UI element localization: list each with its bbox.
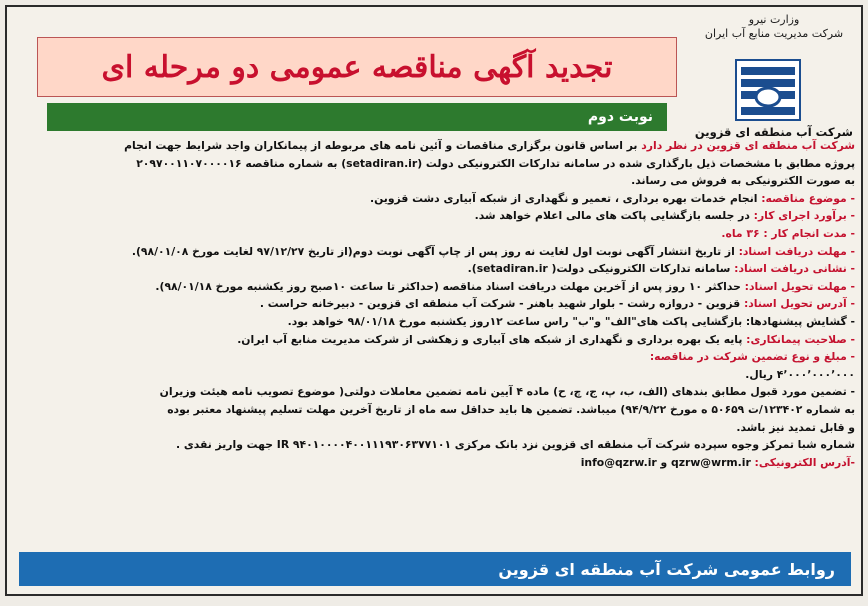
intro-line: پروژه مطابق با مشخصات ذیل بارگذاری شده در سامانه تدارکات الکترونیکی دولت (setadiran.ir) به شماره مناقصه ۲۰۹۷۰۰۱۱۰۷۰۰۰۰۱۶ <box>136 156 855 170</box>
detail-line <box>15 260 855 278</box>
intro-line <box>15 137 855 155</box>
detail-text: - تضمین مورد قبول مطابق بندهای (الف، ب، پ، ج، چ، ح) ماده ۴ آیین نامه تضمین معاملات دولتی( موضوع تصویب نامه هیئت وزیران <box>159 385 855 399</box>
detail-line <box>15 313 855 331</box>
notice-body <box>15 137 855 549</box>
detail-line <box>15 366 855 384</box>
detail-text: - گشایش پیشنهادها: بازگشایی پاکت های"الف" و"ب" راس ساعت ۱۲روز یکشنبه مورخ ۹۸/۰۱/۱۸ خواهد بود. <box>287 314 855 328</box>
intro-text: بر اساس قانون برگزاری مناقصات و آئین نامه های مربوطه از پیمانکاران واجد شرایط جهت انجام <box>124 139 642 152</box>
detail-text: شماره شبا تمرکز وجوه سپرده شرکت آب منطقه ای قزوین نزد بانک مرکزی IR ۹۴۰۱۰۰۰۰۴۰۰۱۱۱۹۳۰۶۳۷۷۱۰۱ جهت واریز نقدی . <box>175 438 855 452</box>
detail-text: در جلسه بازگشایی پاکت های مالی اعلام خواهد شد. <box>474 209 754 223</box>
detail-label: - برآورد اجرای کار: <box>753 209 855 223</box>
detail-text: انجام خدمات بهره برداری ، تعمیر و نگهداری از شبکه آبیاری دشت قزوین. <box>369 191 762 205</box>
detail-line <box>15 278 855 296</box>
detail-label: - مبلغ و نوع تضمین شرکت در مناقصه: <box>649 350 855 364</box>
public-relations-footer <box>19 552 851 586</box>
detail-text: به شماره ۱۲۳۴۰۲/ت ۵۰۶۵۹ ه مورخ ۹۴/۹/۲۲) میباشد. تضمین ها باید حداقل سه ماه از تاریخ آخرین مهلت تسلیم پیشنهاد معتبر بوده <box>167 402 855 416</box>
detail-text: حداکثر ۱۰ روز پس از آخرین مهلت دریافت اسناد مناقصه (حداکثر تا ساعت ۱۰صبح روز یکشنبه مورخ ۹۸/۰۱/۱۸). <box>155 279 745 293</box>
company-name: شرکت مدیریت منابع آب ایران <box>704 27 844 40</box>
detail-line <box>15 401 855 419</box>
water-company-logo-icon <box>735 59 801 121</box>
detail-line <box>15 383 855 401</box>
detail-text: پایه یک بهره برداری و نگهداری از شبکه های آبیاری و زهکشی از شرکت مدیریت منابع آب ایران. <box>237 332 747 346</box>
detail-line <box>15 243 855 261</box>
round-banner <box>47 103 667 131</box>
detail-line <box>15 295 855 313</box>
intro-lead: شرکت آب منطقه ای قزوین در نظر دارد <box>641 139 855 152</box>
detail-line <box>15 207 855 225</box>
detail-text: از تاریخ انتشار آگهی نوبت اول لغایت نه روز پس از چاپ آگهی نوبت دوم(از تاریخ ۹۷/۱۲/۲۷ لغایت مورخ ۹۸/۰۱/۰۸). <box>131 244 739 258</box>
detail-label: - نشانی دریافت اسناد: <box>734 262 855 276</box>
detail-line <box>15 436 855 454</box>
detail-line <box>15 454 855 472</box>
detail-text: قزوین - دروازه رشت - بلوار شهید باهنر - شرکت آب منطقه ای قزوین - دبیرخانه حراست . <box>259 297 744 311</box>
detail-label: - مدت انجام کار : ۳۶ ماه. <box>721 226 855 240</box>
notice-title-box <box>37 37 677 97</box>
detail-label: - موضوع مناقصه: <box>761 191 855 205</box>
detail-line <box>15 190 855 208</box>
detail-line <box>15 419 855 437</box>
detail-text: ۴٬۰۰۰٬۰۰۰٬۰۰۰ ریال. <box>745 367 855 381</box>
detail-label: - آدرس تحویل اسناد: <box>743 297 855 311</box>
detail-label: - مهلت تحویل اسناد: <box>744 279 855 293</box>
region-company-name: شرکت آب منطقه ای قزوین <box>694 125 853 139</box>
detail-text: و قابل تمدید نیز باشد. <box>736 420 855 434</box>
detail-text: سامانه تدارکات الکترونیکی دولت( setadiran.ir). <box>467 262 735 276</box>
org-header <box>699 13 849 41</box>
notice-title: تجدید آگهی مناقصه عمومی دو مرحله ای <box>101 49 613 85</box>
tender-notice <box>5 5 863 596</box>
footer-text: روابط عمومی شرکت آب منطقه ای قزوین <box>498 559 835 579</box>
detail-line <box>15 331 855 349</box>
ministry-name: وزارت نیرو <box>748 13 800 26</box>
intro-line: به صورت الکترونیکی به فروش می رساند. <box>631 174 855 188</box>
detail-line <box>15 225 855 243</box>
detail-label: -آدرس الکترونیکی: <box>754 455 855 469</box>
detail-label: - صلاحیت پیمانکاری: <box>746 332 855 346</box>
round-label: نوبت دوم <box>587 109 653 125</box>
detail-label: - مهلت دریافت اسناد: <box>738 244 855 258</box>
detail-text: qzrw@wrm.ir و info@qzrw.ir <box>580 455 755 469</box>
detail-line <box>15 348 855 366</box>
